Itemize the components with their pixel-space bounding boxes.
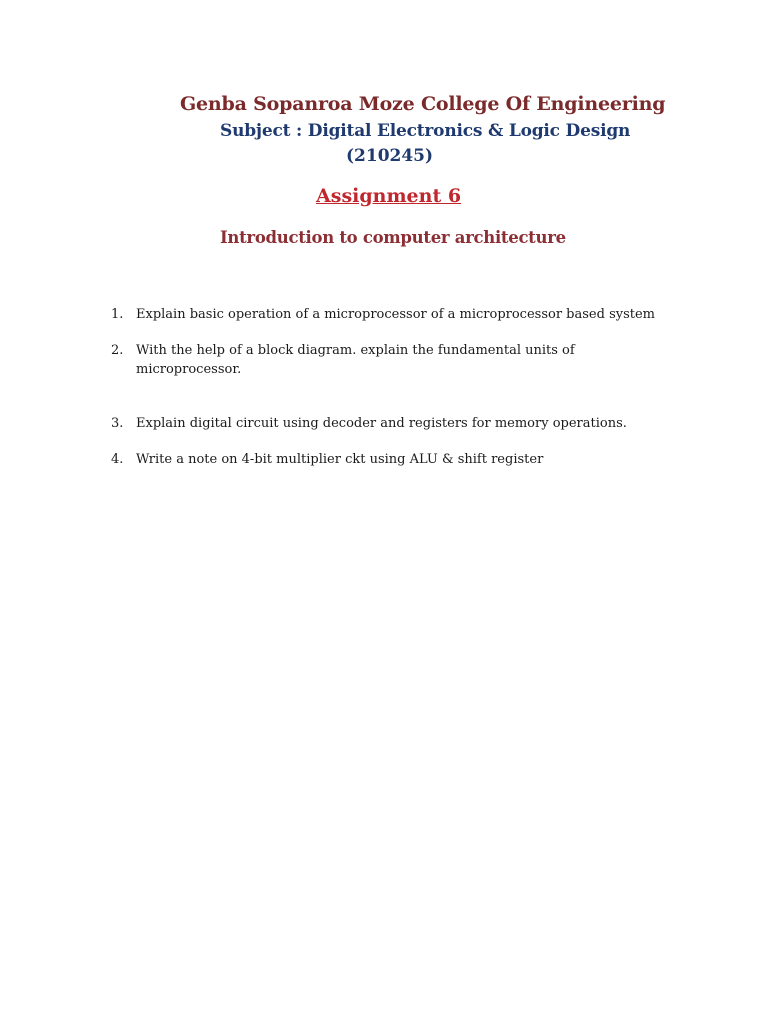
- subject-title: Subject : Digital Electronics & Logic Design: [220, 121, 631, 141]
- subject-code: (210245): [346, 146, 434, 166]
- question-number: 4.: [111, 452, 124, 467]
- college-name: Genba Sopanroa Moze College Of Engineering: [180, 93, 666, 115]
- assignment-title: Assignment 6: [316, 185, 462, 207]
- question-text: Explain basic operation of a microprocessor of a microprocessor based system: [136, 307, 655, 322]
- question-text: With the help of a block diagram. explain the fundamental units of microprocessor.: [136, 343, 575, 377]
- question-text: Write a note on 4-bit multiplier ckt using ALU & shift register: [136, 452, 544, 467]
- question-item: [111, 414, 671, 433]
- assignment-topic: Introduction to computer architecture: [220, 228, 566, 247]
- question-text: Explain digital circuit using decoder and registers for memory operations.: [136, 416, 627, 431]
- question-item: [111, 450, 671, 469]
- question-item: [111, 305, 671, 324]
- question-list: [111, 305, 671, 469]
- question-number: 2.: [111, 343, 124, 358]
- question-number: 1.: [111, 307, 124, 322]
- question-number: 3.: [111, 416, 124, 431]
- question-item: [111, 341, 671, 379]
